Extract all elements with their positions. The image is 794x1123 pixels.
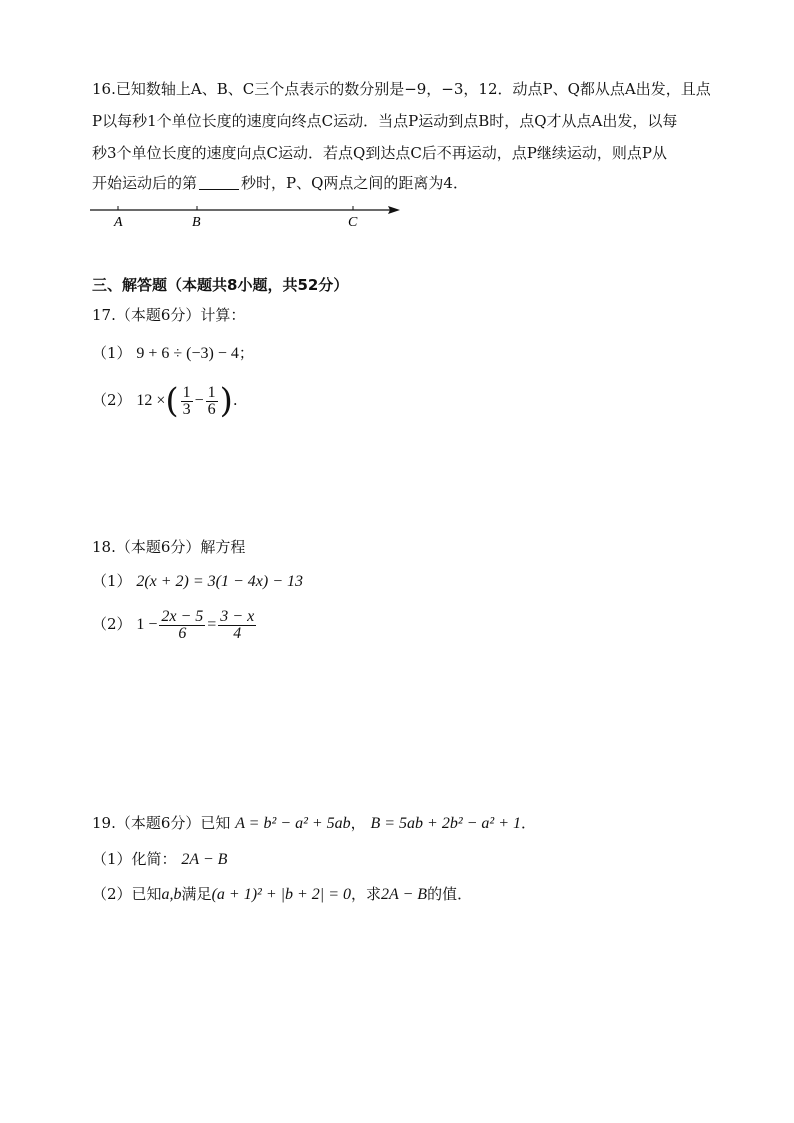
q19-p2-target: 2A − B (381, 886, 428, 903)
q17-fraction-1: $\frac{1}{3}$ (182, 383, 191, 418)
q17-p1-expr: 9 + 6 ÷ (−3) − 4 (136, 345, 239, 362)
label-b: B (192, 215, 201, 230)
q16-line-4-after: 秒时，P、Q两点之间的距离为4． (241, 174, 468, 192)
q18-heading: 18.（本题6分）解方程 (92, 538, 246, 556)
q19-p2-vars: a,b (161, 886, 182, 903)
q17-p2-prefix: 12 × (136, 392, 166, 409)
q17-part-1 (92, 344, 254, 363)
q16-line-2: P以每秒1个单位长度的速度向终点C运动．当点P运动到点B时，点Q才从点A出发，以每 (92, 112, 678, 130)
q19-comma: ， (350, 814, 366, 832)
q19-part-1 (92, 850, 227, 869)
label-c: C (348, 215, 358, 230)
q16-line-4 (92, 174, 468, 192)
q19-heading (92, 814, 536, 833)
q18-p2-prefix: 1 − (136, 616, 158, 633)
q17-part-2: （2） 12 ×( $\frac{1}{3}$ − $\frac{1}{6}$ ). (92, 381, 238, 421)
q17-p1-label: （1） (92, 344, 132, 362)
answer-blank[interactable] (199, 175, 239, 190)
q19-heading-end: ． (521, 814, 537, 832)
q19-p2-mid: 满足 (181, 885, 212, 903)
q18-part-1 (92, 572, 303, 591)
q16-line-1: 16.已知数轴上A、B、C三个点表示的数分别是−9，−3，12．动点P、Q都从点A出发，且点 (92, 80, 711, 98)
q19-a-expr: A = b² − a² + 5ab (235, 815, 351, 832)
q19-b-expr: B = 5ab + 2b² − a² + 1 (370, 815, 522, 832)
section-title: 三、解答题（本题共8小题，共52分） (92, 276, 349, 294)
q18-fraction-1: $\frac{2x - 5}{6}$ (161, 607, 204, 642)
q18-p1-expr: 2(x + 2) = 3(1 − 4x) − 13 (136, 573, 304, 590)
q17-heading: 17.（本题6分）计算： (92, 306, 246, 324)
q19-p2-label: （2）已知 (92, 885, 162, 903)
q19-p2-tail: 的值． (427, 885, 473, 903)
q17-p2-label: （2） (92, 391, 132, 409)
q18-p1-label: （1） (92, 572, 132, 590)
q18-p2-label: （2） (92, 615, 132, 633)
q18-fraction-2: $\frac{3 - x}{4}$ (220, 607, 255, 642)
label-a: A (114, 215, 123, 230)
q16-line-4-before: 开始运动后的第 (92, 174, 198, 192)
q19-p1-label: （1）化简： (92, 850, 177, 868)
q19-part-2 (92, 885, 472, 904)
q17-p1-end: ； (238, 344, 254, 362)
q18-p2-eq: = (207, 616, 217, 633)
q19-p1-expr: 2A − B (181, 851, 228, 868)
q17-p2-end: . (232, 391, 238, 409)
q17-fraction-2: $\frac{1}{6}$ (207, 383, 216, 418)
q18-part-2 (92, 606, 258, 643)
q19-p2-cond: (a + 1)² + |b + 2| = 0 (211, 886, 351, 903)
q17-p2-minus: − (194, 392, 204, 409)
q19-heading-prefix: 19.（本题6分）已知 (92, 814, 231, 832)
number-line (88, 200, 408, 232)
q19-p2-end-text: ，求 (351, 885, 382, 903)
q16-line-3: 秒3个单位长度的速度向点C运动．若点Q到达点C后不再运动，点P继续运动，则点P从 (92, 144, 667, 162)
